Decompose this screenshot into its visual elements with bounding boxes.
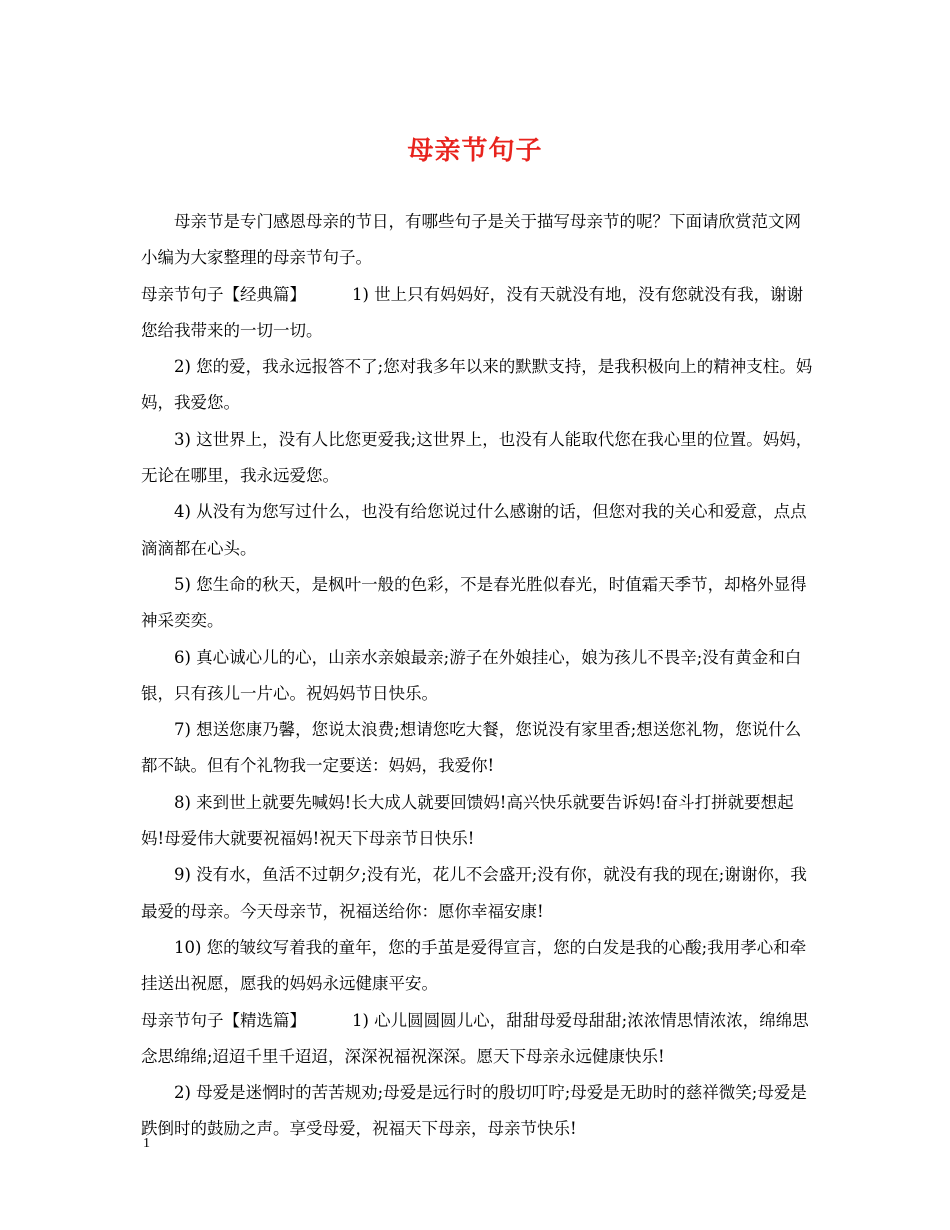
section-heading: 母亲节句子【经典篇】 <box>141 284 306 304</box>
list-item: 5) 您生命的秋天，是枫叶一般的色彩，不是春光胜似春光，时值霜天季节，却格外显得神采奕奕。 <box>141 574 807 631</box>
section-selected-first-paragraph <box>141 1003 813 1076</box>
list-item: 2) 母爱是迷惘时的苦苦规劝;母爱是远行时的殷切叮咛;母爱是无助时的慈祥微笑;母爱是跌倒时的鼓励之声。享受母爱，祝福天下母亲，母亲节快乐! <box>141 1083 807 1139</box>
list-item: 1) 世上只有妈妈好，没有天就没有地，没有您就没有我，谢谢您给我带来的一切一切。 <box>141 284 804 340</box>
list-item: 2) 您的爱，我永远报答不了;您对我多年以来的默默支持，是我积极向上的精神支柱。妈妈，我爱您。 <box>141 357 813 413</box>
page-number: 1 <box>143 1136 150 1151</box>
list-item: 7) 想送您康乃馨，您说太浪费;想请您吃大餐，您说没有家里香;想送您礼物，您说什么都不缺。但有个礼物我一定要送：妈妈，我爱你! <box>141 720 802 776</box>
list-item: 3) 这世界上，没有人比您更爱我;这世界上，也没有人能取代您在我心里的位置。妈妈，无论在哪里，我永远爱您。 <box>141 429 813 486</box>
list-item: 10) 您的皱纹写着我的童年，您的手茧是爱得宣言，您的白发是我的心酸;我用孝心和牵挂送出祝愿，愿我的妈妈永远健康平安。 <box>141 937 807 994</box>
list-item: 4) 从没有为您写过什么，也没有给您说过什么感谢的话，但您对我的关心和爱意，点点滴滴都在心头。 <box>141 502 807 558</box>
list-item: 8) 来到世上就要先喊妈!长大成人就要回馈妈!高兴快乐就要告诉妈!奋斗打拼就要想起妈!母爱伟大就要祝福妈!祝天下母亲节日快乐! <box>141 792 794 849</box>
document-body <box>141 204 813 1148</box>
section-heading: 母亲节句子【精选篇】 <box>141 1010 306 1030</box>
list-item: 6) 真心诚心儿的心，山亲水亲娘最亲;游子在外娘挂心，娘为孩儿不畏辛;没有黄金和白银，只有孩儿一片心。祝妈妈节日快乐。 <box>141 647 802 703</box>
intro-paragraph: 母亲节是专门感恩母亲的节日，有哪些句子是关于描写母亲节的呢？下面请欣赏范文网小编为大家整理的母亲节句子。 <box>141 212 801 268</box>
section-classic-first-paragraph <box>141 277 813 350</box>
list-item: 9) 没有水，鱼活不过朝夕;没有光，花儿不会盛开;没有你，就没有我的现在;谢谢你，我最爱的母亲。今天母亲节，祝福送给你：愿你幸福安康! <box>141 865 807 921</box>
document-title: 母亲节句子 <box>407 136 543 166</box>
list-item: 1) 心儿圆圆圆儿心，甜甜母爱母甜甜;浓浓情思情浓浓，绵绵思念思绵绵;迢迢千里千迢迢，深深祝福祝深深。愿天下母亲永远健康快乐! <box>141 1010 809 1066</box>
